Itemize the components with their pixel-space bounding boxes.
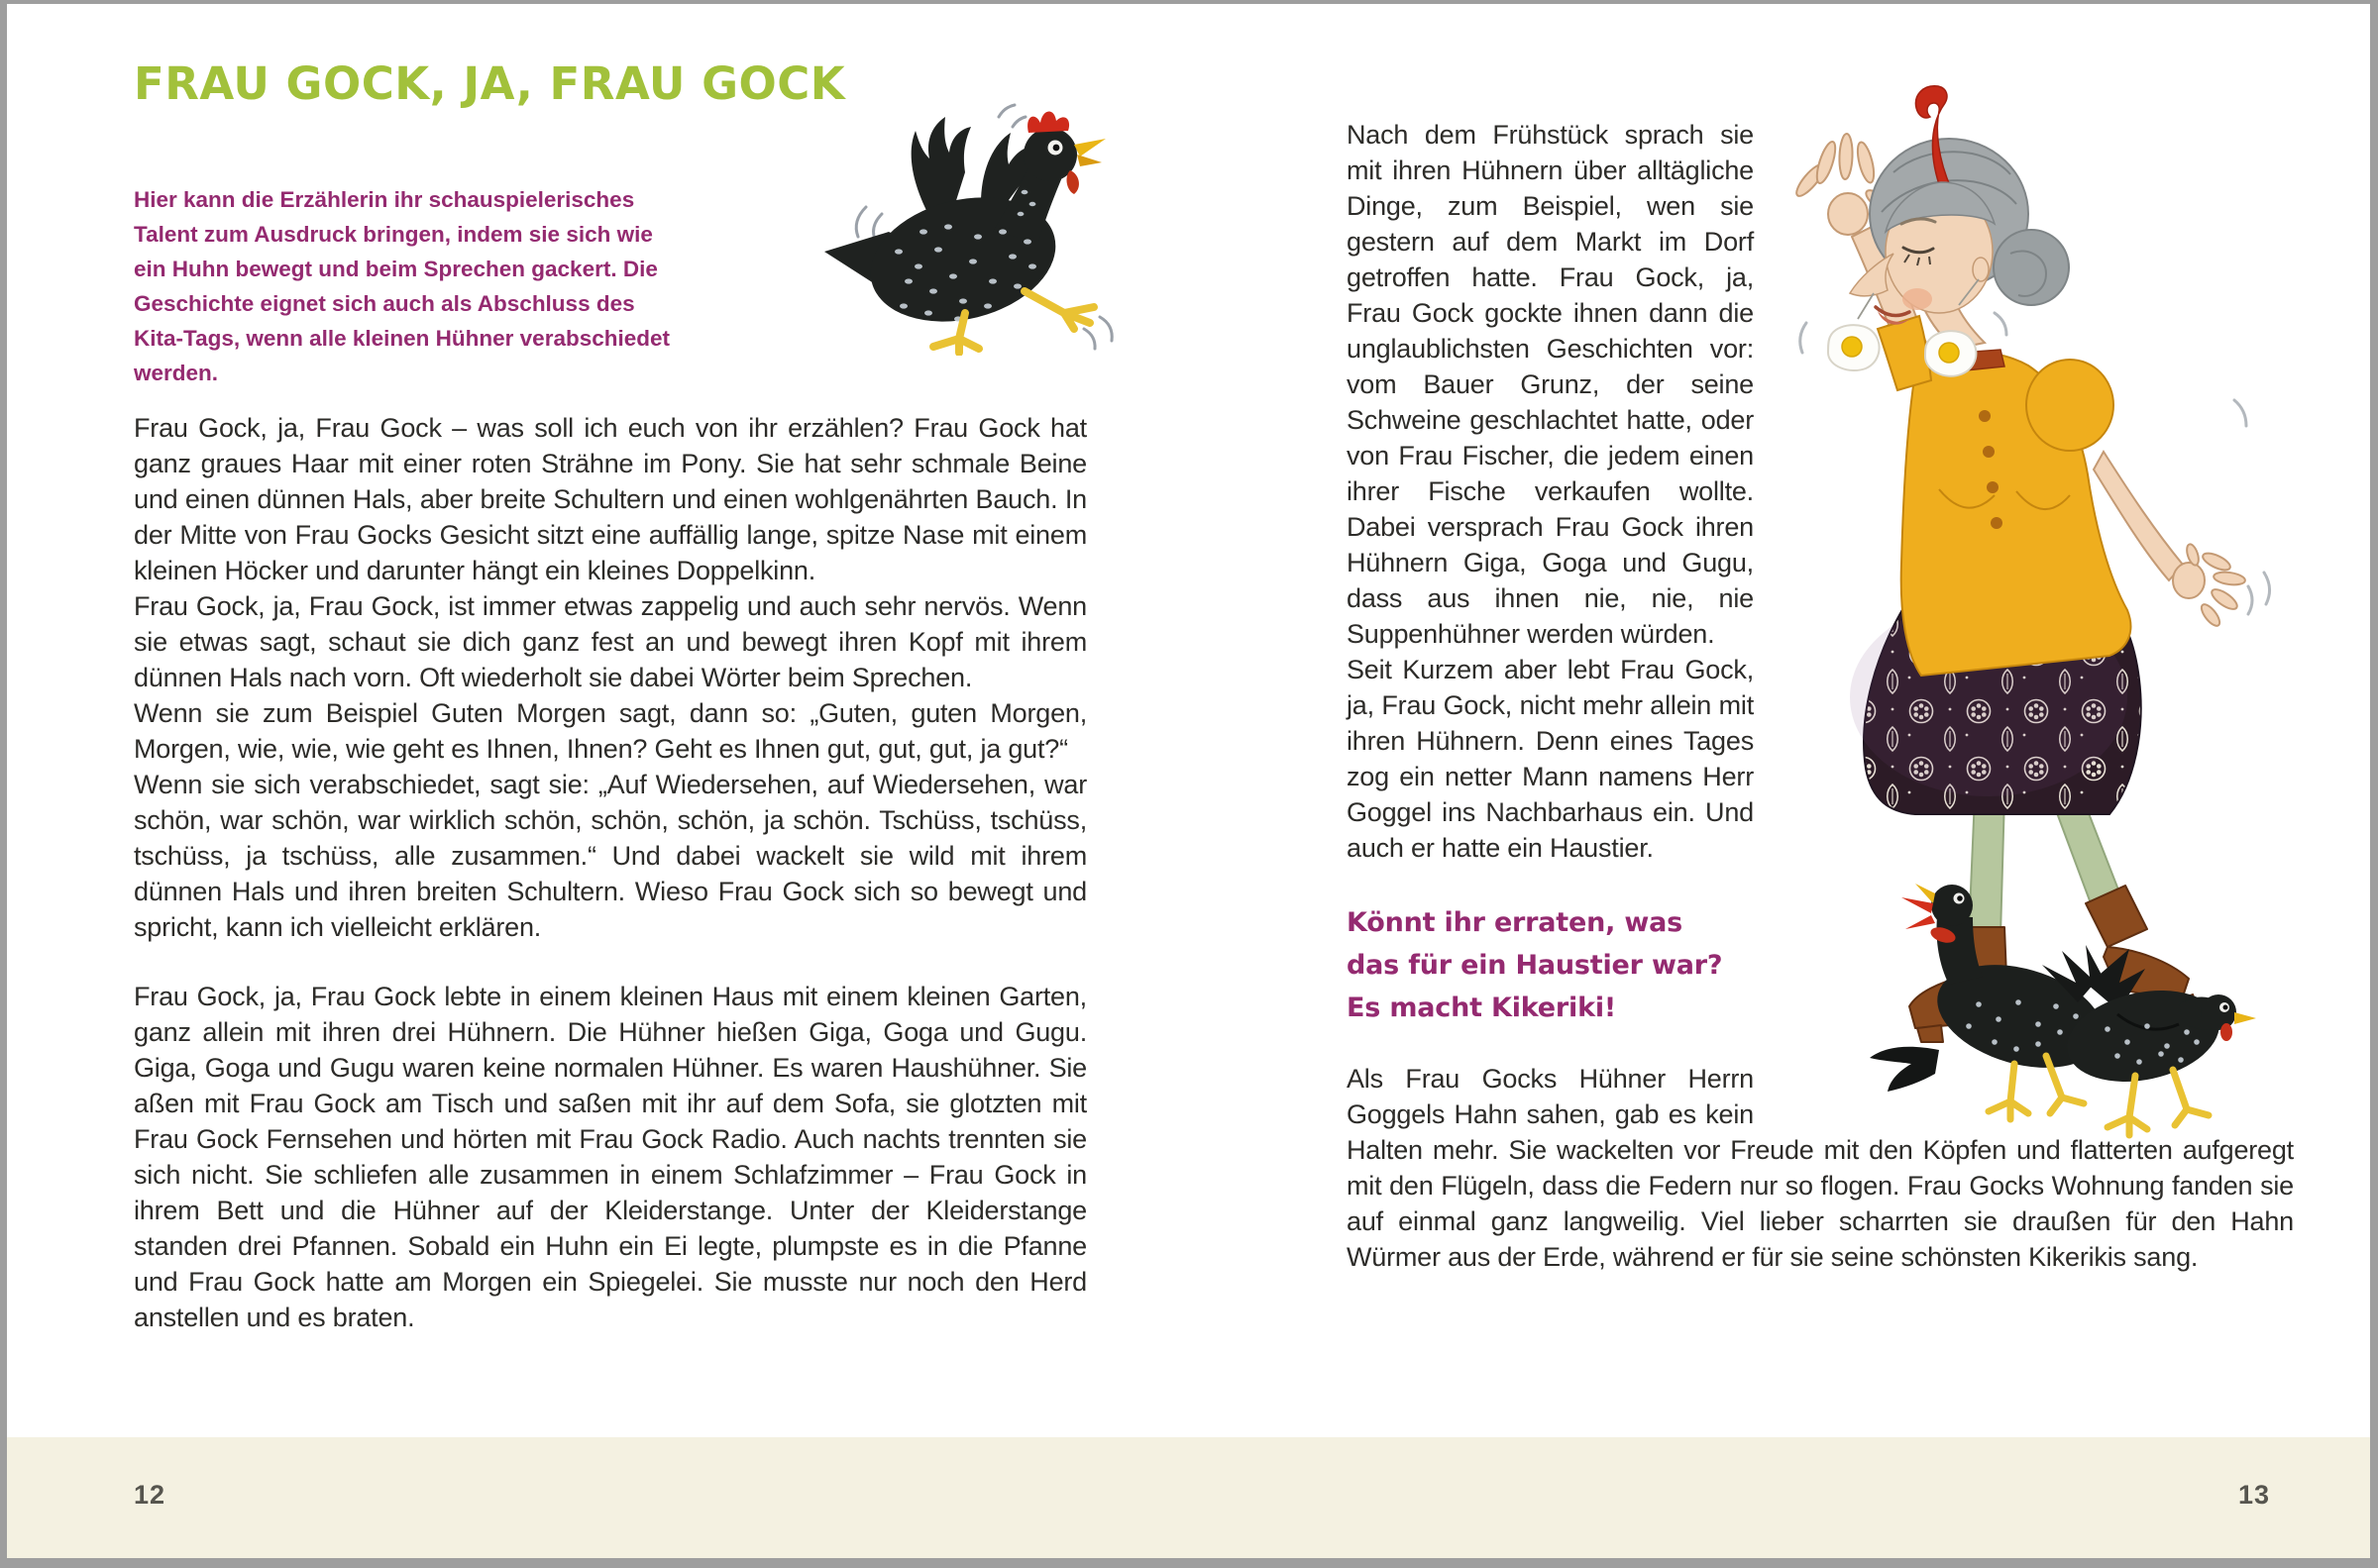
intro-paragraph: Hier kann die Erzählerin ihr schauspielerisches Talent zum Ausdruck bringen, indem sie sich wie ein Huhn bewegt und beim Sprechen gackert. Die Geschichte eignet sich auch als Abschluss des Kita-Tags, wenn alle kleinen Hühner verabschiedet werden.	[134, 187, 670, 385]
body-paragraph: Frau Gock, ja, Frau Gock – was soll ich euch von ihr erzählen? Frau Gock hat ganz graues Haar mit einer roten Strähne im Pony. Sie hat sehr schmale Beine und einen dünnen Hals, aber breite Schultern und einen wohlgenährten Bauch. In der Mitte von Frau Gocks Gesicht sitzt eine auffällig lange, spitze Nase mit einem kleinen Höcker und darunter hängt ein kleines Doppelkinn.	[134, 413, 1087, 585]
book-spread	[7, 4, 2370, 1558]
page-number-right: 13	[2238, 1480, 2271, 1510]
question-line: Könnt ihr erraten, was	[1347, 907, 1683, 938]
left-page-body	[134, 410, 1087, 1335]
body-paragraph: Wenn sie zum Beispiel Guten Morgen sagt, dann so: „Guten, guten Morgen, Morgen, wie, wie, wie geht es Ihnen, Ihnen? Geht es Ihnen gut, gut, gut, ja gut?“	[134, 698, 1087, 764]
body-paragraph: Frau Gock, ja, Frau Gock, ist immer etwas zappelig und auch sehr nervös. Wenn sie etwas sagt, schaut sie dich ganz fest an und bewegt ihren Kopf mit ihrem dünnen Hals nach vorn. Oft wiederholt sie dabei Wörter beim Sprechen.	[134, 591, 1087, 692]
question-line: Es macht Kikeriki!	[1347, 993, 1617, 1023]
frau-gock-with-hens-illustration	[1790, 63, 2316, 1173]
footer-band	[7, 1437, 2370, 1558]
page-number-left: 12	[134, 1480, 166, 1510]
body-paragraph: Nach dem Frühstück sprach sie mit ihren Hühnern über alltägliche Dinge, zum Beispiel, wen sie gestern auf dem Markt im Dorf getroffen hatte. Frau Gock, ja, Frau Gock gockte ihnen dann die unglaublichsten Geschichten vor: vom Bauer Grunz, der seine Schweine geschlachtet hatte, oder von Frau Fischer, die jedem einen ihrer Fische verkaufen wollte. Dabei versprach Frau Gock ihren Hühnern Giga, Goga und Gugu, dass aus ihnen nie, nie, nie Suppenhühner werden würden.	[1347, 120, 1754, 649]
page-title: FRAU GOCK, JA, FRAU GOCK	[134, 57, 846, 110]
body-paragraph: Als Frau Gocks Hühner Herrn Goggels Hahn sahen, gab es kein Halten mehr. Sie wackelten vor Freude mit den Köpfen und flatterten aufgeregt mit den Flügeln, dass die Federn nur so flogen. Frau Gocks Wohnung fanden sie auf einmal ganz langweilig. Viel lieber scharrten sie draußen für den Hahn Würmer aus der Erde, während er für sie seine schönsten Kikerikis sang.	[1347, 1064, 2294, 1272]
jumping-hen-illustration	[814, 93, 1122, 356]
body-paragraph: Wenn sie sich verabschiedet, sagt sie: „Auf Wiedersehen, auf Wiedersehen, war schön, war schön, war wirklich schön, schön, schön, ja schön. Tschüss, tschüss, tschüss, ja tschüss, alle zusammen.“ Und dabei wackelt sie wild mit ihrem dünnen Hals und ihren breiten Schultern. Wieso Frau Gock sich so bewegt und spricht, kann ich vielleicht erklären.	[134, 770, 1087, 942]
question-line: das für ein Haustier war?	[1347, 950, 1723, 981]
body-paragraph: Seit Kurzem aber lebt Frau Gock, ja, Frau Gock, nicht mehr allein mit ihren Hühnern. Denn eines Tages zog ein netter Mann namens Herr Goggel ins Nachbarhaus ein. Und auch er hatte ein Haustier.	[1347, 655, 1754, 863]
body-paragraph: Frau Gock, ja, Frau Gock lebte in einem kleinen Haus mit einem kleinen Garten, ganz allein mit ihren drei Hühnern. Die Hühner hießen Giga, Goga und Gugu. Giga, Goga und Gugu waren keine normalen Hühner. Es waren Haushühner. Sie aßen mit Frau Gock am Tisch und saßen mit ihr auf dem Sofa, sie glotzten mit Frau Gock Fernsehen und hörten mit Frau Gock Radio. Auch nachts trennten sie sich nicht. Sie schliefen alle zusammen in einem Schlafzimmer – Frau Gock in ihrem Bett und die Hühner auf der Kleiderstange. Unter der Kleiderstange standen drei Pfannen. Sobald ein Huhn ein Ei legte, plumpste es in die Pfanne und Frau Gock hatte am Morgen ein Spiegelei. Sie musste nur noch den Herd anstellen und es braten.	[134, 982, 1087, 1332]
